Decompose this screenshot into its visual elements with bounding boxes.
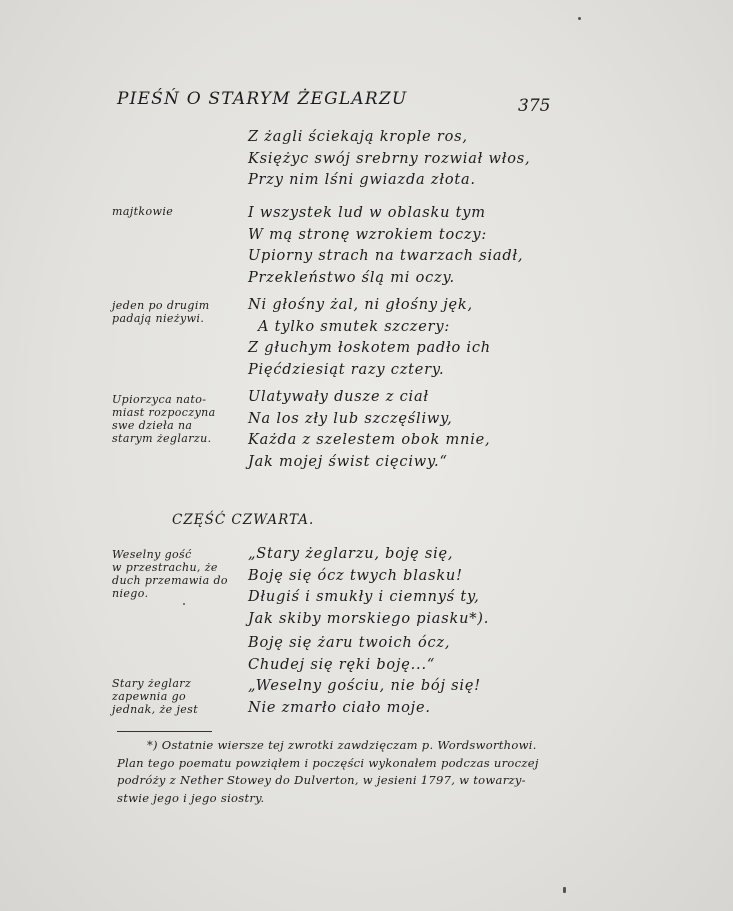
verse-line: Jak mojej świst cięciwy.“ xyxy=(248,453,448,470)
verse-line: Boję się ócz twych blasku! xyxy=(248,567,463,584)
verse-line: Jak skiby morskiego piasku*). xyxy=(248,610,490,627)
stanza-6 xyxy=(248,633,481,719)
verse-line: „Weselny gościu, nie bój się! xyxy=(248,678,481,694)
gloss-line: miast rozpoczyna xyxy=(112,406,216,419)
gloss-line: Stary żeglarz xyxy=(112,677,192,690)
verse-line: Z głuchym łoskotem padło ich xyxy=(248,340,491,356)
margin-gloss-3 xyxy=(112,393,216,445)
gloss-line: jednak, że jest xyxy=(112,703,199,716)
verse-line: Przekleństwo ślą mi oczy. xyxy=(248,269,455,286)
paper-speck xyxy=(563,887,566,893)
footnote xyxy=(117,737,547,807)
section-heading: CZĘŚĆ CZWARTA. xyxy=(172,512,315,528)
verse-line: Chudej się ręki boję...“ xyxy=(248,656,436,673)
gloss-line: w przestrachu, że xyxy=(112,561,218,574)
gloss-line: zapewnia go xyxy=(112,690,187,703)
verse-line: Ni głośny żal, ni głośny jęk, xyxy=(248,297,473,313)
footnote-line: podróży z Nether Stowey do Dulverton, w jesieni 1797, w towarzy- xyxy=(117,773,526,787)
paper-speck xyxy=(183,603,185,605)
verse-line: Z żagli ściekają krople ros, xyxy=(248,129,468,145)
stanza-4 xyxy=(248,387,490,473)
margin-gloss-1 xyxy=(112,205,173,218)
gloss-line: niego. xyxy=(112,587,149,600)
margin-gloss-5 xyxy=(112,677,198,716)
verse-line: „Stary żeglarzu, boję się, xyxy=(248,546,454,562)
gloss-line: padają nieżywi. xyxy=(112,312,205,325)
verse-line: A tylko smutek szczery: xyxy=(258,318,451,335)
footnote-line: stwie jego i jego siostry. xyxy=(117,790,265,805)
footnote-line: Plan tego poematu powziąłem i poczęści wykonałem podczas uroczej xyxy=(117,755,539,770)
verse-line: Przy nim lśni gwiazda złota. xyxy=(248,172,476,188)
footnote-line: *) Ostatnie wiersze tej zwrotki zawdzięczam p. Wordsworthowi. xyxy=(147,738,537,752)
verse-line: Ulatywały dusze z ciał xyxy=(248,389,429,405)
gloss-line: Weselny gość xyxy=(112,548,192,561)
verse-line: Na los zły lub szczęśliwy, xyxy=(248,410,453,427)
page-number: 375 xyxy=(518,96,551,116)
footnote-rule xyxy=(117,731,212,732)
verse-line: Nie zmarło ciało moje. xyxy=(248,699,431,716)
gloss-line: swe dzieła na xyxy=(112,419,193,432)
stanza-5 xyxy=(248,544,489,630)
stanza-1 xyxy=(248,127,530,192)
verse-line: Upiorny strach na twarzach siadł, xyxy=(248,248,524,264)
verse-line: Każda z szelestem obok mnie, xyxy=(248,432,491,448)
verse-line: Księżyc swój srebrny rozwiał włos, xyxy=(248,150,531,167)
stanza-3 xyxy=(248,295,491,381)
margin-gloss-4 xyxy=(112,548,228,600)
verse-line: Pięćdziesiąt razy cztery. xyxy=(248,361,445,378)
margin-gloss-2 xyxy=(112,299,210,325)
running-header-title: PIEŚŃ O STARYM ŻEGLARZU xyxy=(117,89,408,109)
verse-line: I wszystek lud w oblasku tym xyxy=(248,205,486,221)
verse-line: Boję się żaru twoich ócz, xyxy=(248,635,451,651)
paper-speck xyxy=(578,17,581,20)
verse-line: W mą stronę wzrokiem toczy: xyxy=(248,226,488,243)
gloss-line: jeden po drugim xyxy=(112,299,210,312)
verse-line: Długiś i smukły i ciemnyś ty, xyxy=(248,589,480,605)
gloss-line: starym żeglarzu. xyxy=(112,432,212,445)
gloss-line: Upiorzyca nato- xyxy=(112,393,207,406)
gloss-line: duch przemawia do xyxy=(112,574,228,587)
stanza-2 xyxy=(248,203,523,289)
gloss-line: majtkowie xyxy=(112,205,174,218)
